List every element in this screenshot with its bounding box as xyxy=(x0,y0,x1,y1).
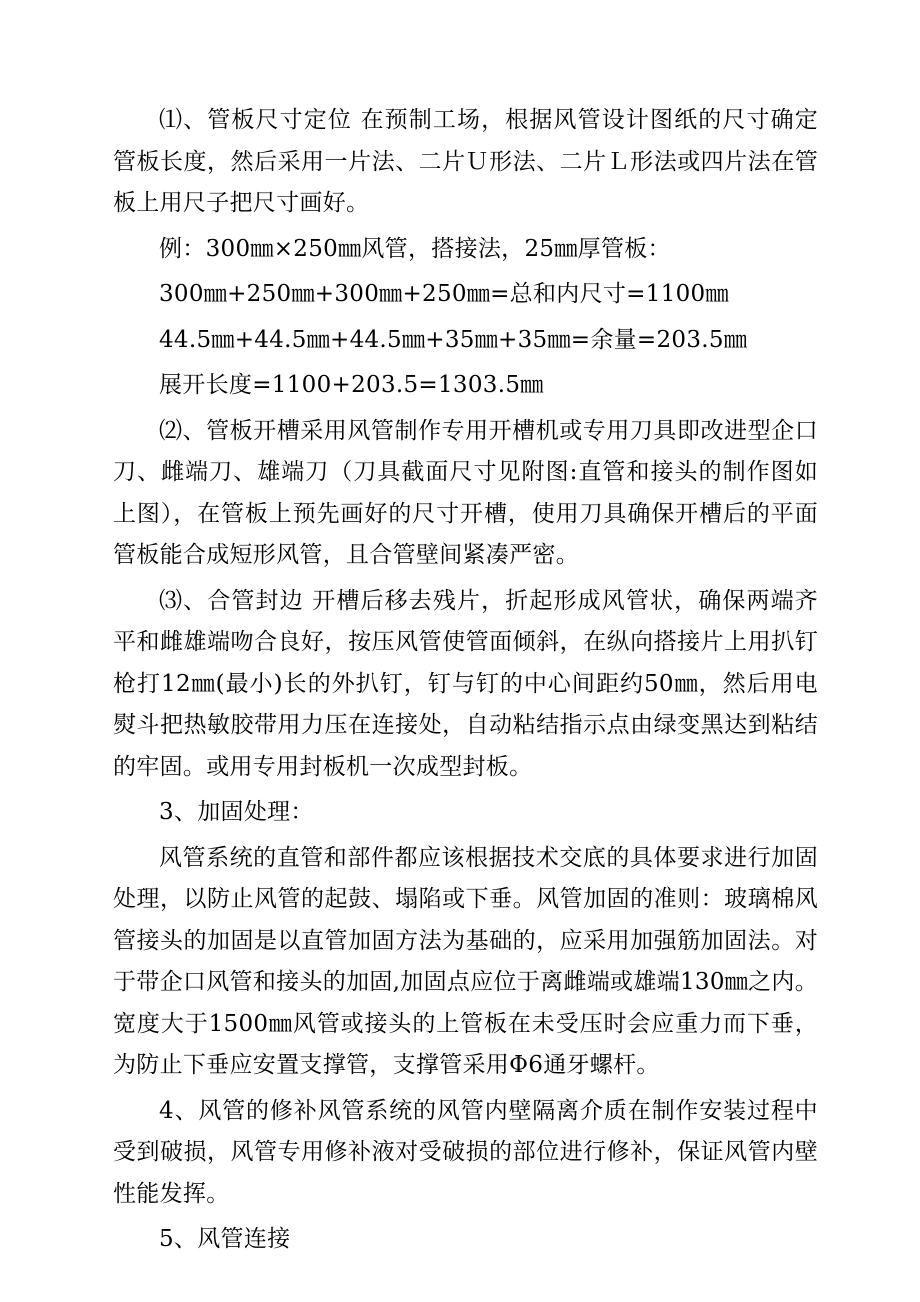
paragraph-example: 例：300㎜×250㎜风管，搭接法，25㎜厚管板： xyxy=(159,235,671,262)
paragraph-reinforcement: 风管系统的直管和部件都应该根据技术交底的具体要求进行加固处理，以防止风管的起鼓、塌陷或下垂。风管加固的准则：玻璃棉风管接头的加固是以直管加固方法为基础的，应采用加强筋加固法。对于带企口风管和接头的加固,加固点应位于离雌端或雄端130㎜之内。宽度大于1500㎜风管或接头的上管板在未受压时会应重力而下垂，为防止下垂应安置支撑管，支撑管采用Φ6通牙螺杆。 xyxy=(113,844,818,1078)
document-body xyxy=(113,100,818,1261)
paragraph-unfolded-length: 展开长度=1100+203.5=1303.5㎜ xyxy=(159,372,544,398)
paragraph-panel-grooving: ⑵、管板开槽采用风管制作专用开槽机或专用刀具即改进型企口刀、雌端刀、雄端刀（刀具截面尺寸见附图:直管和接头的制作图如上图），在管板上预先画好的尺寸开槽，使用刀具确保开槽后的平面管板能合成短形风管，且合管壁间紧凑严密。 xyxy=(113,417,818,568)
paragraph-panel-sizing: ⑴、管板尺寸定位 在预制工场，根据风管设计图纸的尺寸确定管板长度，然后采用一片法、二片Ｕ形法、二片Ｌ形法或四片法在管板上用尺子把尺寸画好。 xyxy=(113,107,818,216)
paragraph-inner-size-formula: 300㎜+250㎜+300㎜+250㎜=总和内尺寸=1100㎜ xyxy=(159,281,729,307)
section-heading-duct-connection: 5、风管连接 xyxy=(159,1226,291,1252)
paragraph-repair: 4、风管的修补风管系统的风管内壁隔离介质在制作安装过程中受到破损，风管专用修补液对受破损的部位进行修补，保证风管内壁性能发挥。 xyxy=(113,1097,818,1207)
section-heading-reinforcement: 3、加固处理： xyxy=(159,799,314,825)
paragraph-closing-seal: ⑶、合管封边 开槽后移去残片，折起形成风管状，确保两端齐平和雌雄端吻合良好，按压风管使管面倾斜，在纵向搭接片上用扒钉枪打12㎜(最小)长的外扒钉，钉与钉的中心间距约50㎜，然后用电熨斗把热敏胶带用力压在连接处，自动粘结指示点由绿变黑达到粘结的牢固。或用专用封板机一次成型封板。 xyxy=(113,587,818,780)
paragraph-allowance-formula: 44.5㎜+44.5㎜+44.5㎜+35㎜+35㎜=余量=203.5㎜ xyxy=(159,326,748,353)
